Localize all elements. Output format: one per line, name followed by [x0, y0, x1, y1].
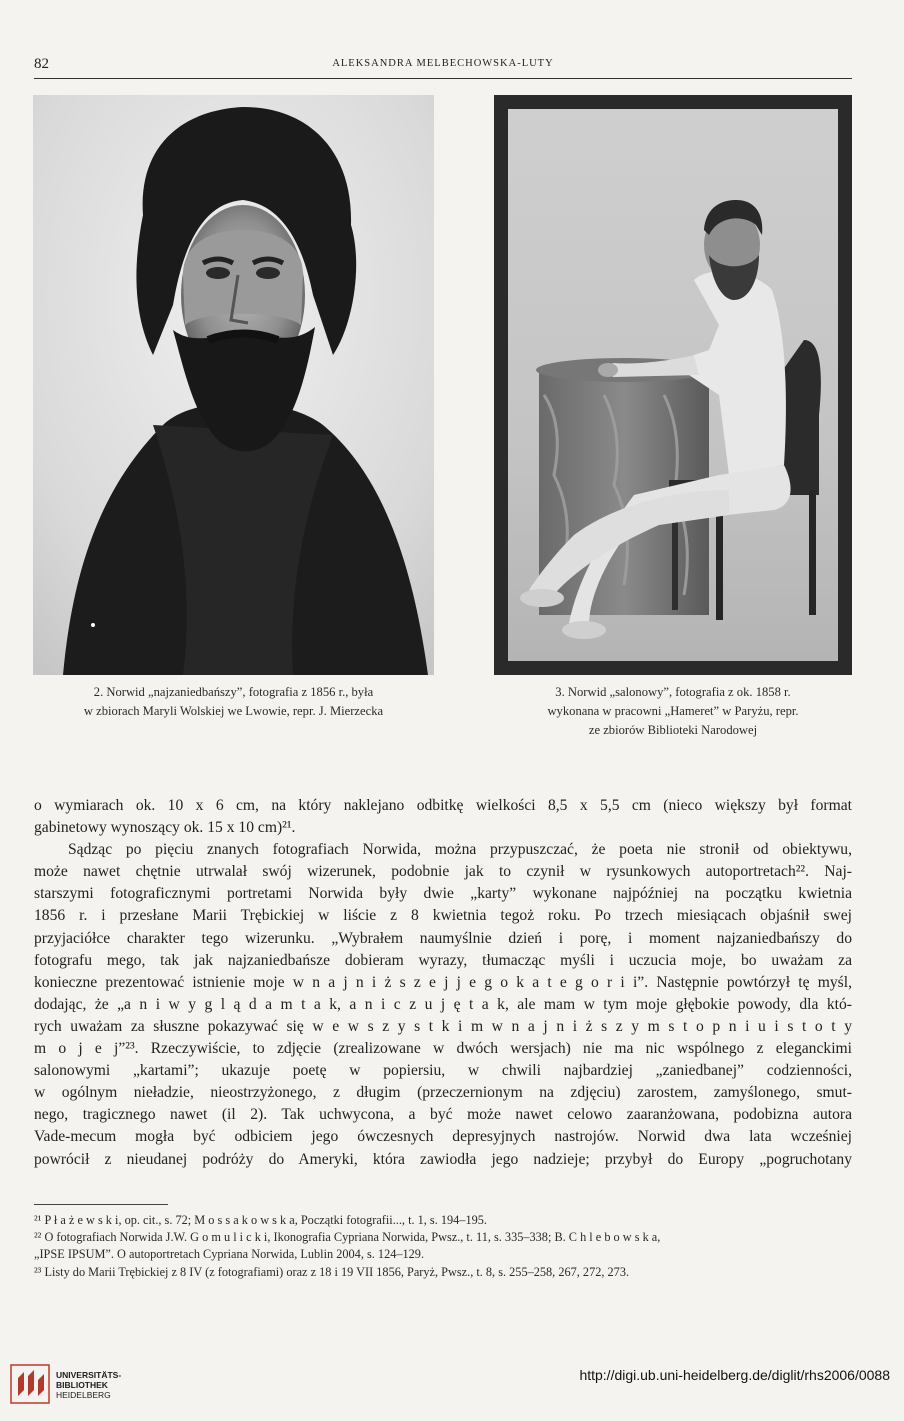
body-line: Sądząc po pięciu znanych fotografiach Norwida, można przypuszczać, że poeta nie stronił od obiektywu,	[68, 841, 852, 859]
caption-line: wykonana w pracowni „Hameret” w Paryżu, repr.	[547, 704, 799, 719]
source-url-link[interactable]: http://digi.ub.uni-heidelberg.de/diglit/rhs2006/0088	[579, 1367, 890, 1383]
body-line: rych uważam za słuszne pokazywać się w e w s z y s t k i m w n a j n i ż s z y m s t o p n i u i s t o t y	[34, 1017, 852, 1035]
library-emblem-icon	[10, 1364, 50, 1404]
caption-line: 3. Norwid „salonowy”, fotografia z ok. 1858 r.	[555, 685, 791, 699]
body-line: starszymi fotograficznymi portretami Norwida były dwie „karty” wykonane najpóźniej na początku kwietnia	[34, 885, 852, 903]
library-name-line: BIBLIOTHEK	[56, 1380, 108, 1390]
body-line: może nawet chętnie utrwalał swój wizerunek, podobnie jak to czynił w rysunkowych autoportretach²². Naj-	[34, 863, 852, 881]
library-name-line: HEIDELBERG	[56, 1390, 111, 1400]
seated-portrait-photo-1858	[494, 95, 852, 675]
footnote-22: ²² O fotografiach Norwida J.W. G o m u l i c k i, Ikonografia Cypriana Norwida, Pwsz., t. 11, s. 335–338; B. C h l e b o w s k a,	[34, 1230, 661, 1245]
running-head: ALEKSANDRA MELBECHOWSKA-LUTY	[332, 58, 554, 69]
caption-line: 2. Norwid „najzaniedbańszy”, fotografia z 1856 r., była	[93, 685, 374, 699]
caption-line: ze zbiorów Biblioteki Narodowej	[588, 723, 758, 738]
body-text	[34, 795, 852, 1171]
page-header	[34, 56, 852, 79]
body-line: nego, tragicznego nawet (il 2). Tak uchwycona, a być może nawet celowo zaaranżowana, podobizna autora	[34, 1106, 852, 1124]
footnotes	[34, 1212, 852, 1281]
footnote-23: ²³ Listy do Marii Trębickiej z 8 IV (z fotografiami) oraz z 18 i 19 VII 1856, Paryż, Pwsz., t. 8, s. 255–258, 267, 272, 273.	[34, 1264, 630, 1279]
body-line: w ogólnym nieładzie, nieostrzyżonego, z długim (przeczernionym na zdjęciu) zarostem, zamyślonego, smut-	[34, 1084, 852, 1102]
body-line: Vade-mecum mogła być odbiciem jego ówczesnych depresyjnych nastrojów. Norwid dwa lata wcześniej	[34, 1128, 852, 1146]
library-name	[56, 1370, 121, 1400]
body-line: przyjaciółce charakter tego wizerunku. „Wybrałem naumyślnie dzień i porę, i moment najzaniedbańszy do	[34, 929, 852, 947]
library-logo[interactable]	[10, 1362, 140, 1410]
body-line: dodając, że „a n i w y g l ą d a m t a k, a n i c z u j ę t a k, ale mam w tym moje głębokie powody, dla któ-	[34, 995, 852, 1013]
body-line: powrócił z nieudanej podróży do Ameryki, która zawiodła jego nadzieje; przybył do Europy „pogruchotany	[34, 1150, 852, 1168]
footnote-21: ²¹ P ł a ż e w s k i, op. cit., s. 72; M o s s a k o w s k a, Początki fotografii..., t. 1, s. 194–195.	[34, 1213, 487, 1227]
library-name-line: UNIVERSITÄTS-	[56, 1370, 122, 1380]
body-line: fotografu mego, tak jak najzaniedbańsze dobieram wyrazy, tłumacząc myśli i uczucia moje, bo uważam za	[34, 951, 852, 969]
portrait-photo-1856	[33, 95, 434, 675]
figure-2-caption	[33, 683, 434, 721]
body-line: m o j e j”²³. Rzeczywiście, to zdjęcie (zrealizowane w dwóch wersjach) nie ma nic wspólnego z eleganckimi	[34, 1040, 852, 1058]
body-line: salonowymi „kartami”; ukazuje poetę w popiersiu, w chwili najbardziej „zaniedbanej” codzienności,	[34, 1062, 852, 1080]
figure-3-caption	[494, 683, 852, 740]
body-line: gabinetowy wynoszący ok. 15 x 10 cm)²¹.	[34, 819, 296, 837]
footnote-22-continued: „IPSE IPSUM”. O autoportretach Cypriana Norwida, Lublin 2004, s. 124–129.	[34, 1247, 425, 1262]
page-number: 82	[34, 56, 49, 72]
body-line: o wymiarach ok. 10 x 6 cm, na który naklejano odbitkę wielkości 8,5 x 5,5 cm (nieco większy był format	[34, 797, 852, 814]
footnote-divider	[34, 1204, 168, 1205]
caption-line: w zbiorach Maryli Wolskiej we Lwowie, repr. J. Mierzecka	[83, 704, 384, 719]
body-line: konieczne prezentować istnienie moje w n a j n i ż s z e j j e g o k a t e g o r i i”. Następnie powtórzył tę myśl,	[34, 973, 852, 991]
body-line: 1856 r. i przesłane Marii Trębickiej w liście z 8 kwietnia tegoż roku. Po trzech miesiącach objaśnił swej	[34, 907, 852, 925]
